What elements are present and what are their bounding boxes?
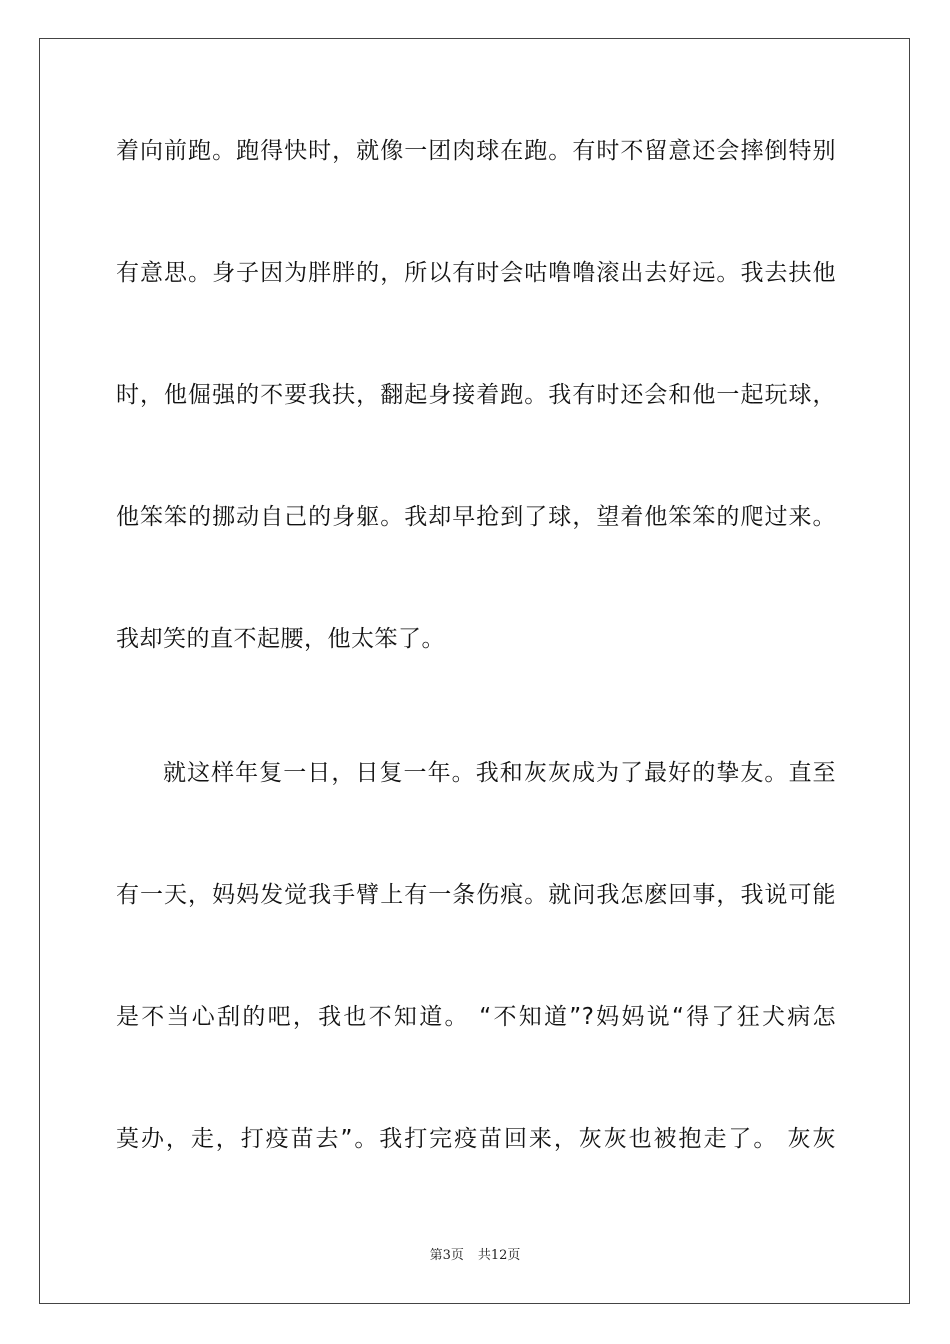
text-line: 我却笑的直不起腰，他太笨了。 xyxy=(116,626,445,652)
page-number: 第3页 xyxy=(429,1248,464,1263)
text-line: 他笨笨的挪动自己的身躯。我却早抢到了球，望着他笨笨的爬过来。 xyxy=(116,504,836,530)
text-line: 有意思。身子因为胖胖的，所以有时会咕噜噜滚出去好远。我去扶他 xyxy=(116,260,836,286)
page-footer xyxy=(0,1248,950,1264)
text-line: 着向前跑。跑得快时，就像一团肉球在跑。有时不留意还会摔倒特别 xyxy=(116,138,836,164)
text-line: 莫办，走，打疫苗去”。我打完疫苗回来，灰灰也被抱走了。 灰灰 xyxy=(116,1126,836,1152)
text-line: 时，他倔强的不要我扶，翻起身接着跑。我有时还会和他一起玩球， xyxy=(116,382,836,408)
page-total: 共12页 xyxy=(477,1248,521,1263)
text-line: 是不当心刮的吧，我也不知道。 “不知道”?妈妈说“得了狂犬病怎 xyxy=(116,1004,836,1030)
text-line-paragraph-start: 就这样年复一日，日复一年。我和灰灰成为了最好的挚友。直至 xyxy=(163,760,836,786)
page-frame xyxy=(39,38,910,1304)
text-line: 有一天，妈妈发觉我手臂上有一条伤痕。就问我怎麽回事，我说可能 xyxy=(116,882,836,908)
